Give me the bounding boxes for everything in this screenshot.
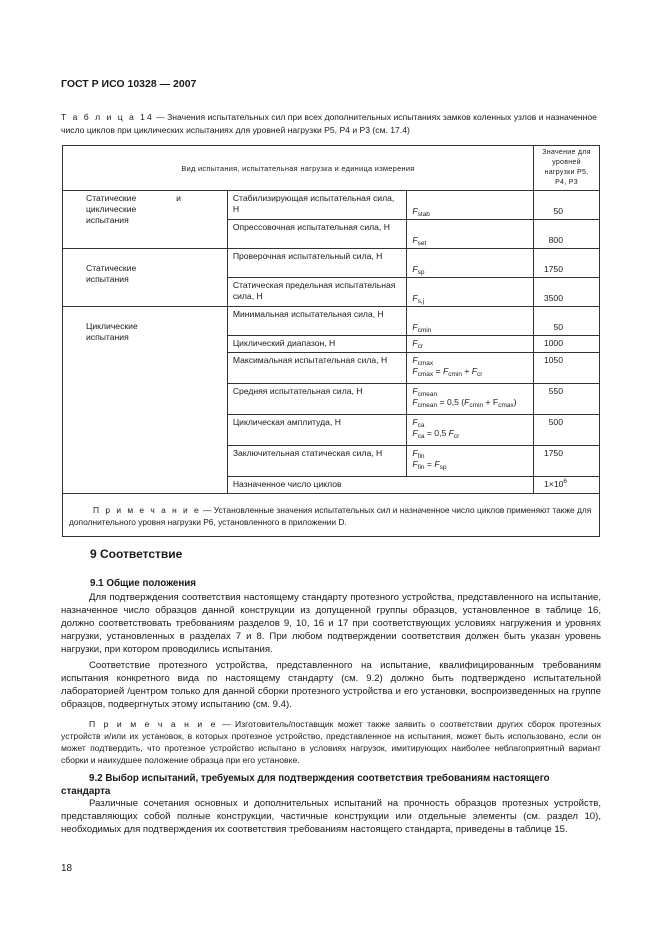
table-header-left: Вид испытания, испытательная нагрузка и единица измерения: [63, 146, 534, 191]
row-value: 3500: [533, 278, 599, 307]
group-label-cyclic: Циклические испытания: [63, 307, 228, 494]
subsection-title: 9.2 Выбор испытаний, требуемых для подтверждения соответствия требованиям настоящего стандарта: [61, 773, 550, 797]
row-name: Проверочная испытательный сила, Н: [227, 249, 407, 278]
row-value: 50: [533, 307, 599, 336]
row-symbol: $F_{stab}$: [407, 191, 534, 220]
row-value: 500: [533, 415, 599, 446]
paragraph: Для подтверждения соответствия настоящему стандарту протезного устройства, представленного на испытание, назначенное число образцов данной конструкции из допущенной группы образцов, установленное в таблице 16, должно соответствовать требованиям разделов 9, 10, 16 и 17 при соответствующих условиях нагружения и уровнях нагрузки, установленных в разделах 7 и 8. При любом подтверждении соответствия должен быть указан уровень нагрузки, при котором проводились испытания.: [61, 592, 601, 655]
paragraph: Различные сочетания основных и дополнительных испытаний на прочность образцов протезных устройств, представляющих собой полные конструкции, частичные конструкции или отдельные элементы (см. раздел 10), необходимых для подтверждения их соответствия требованиям настоящего стандарта, приведены в таблице 15.: [61, 798, 601, 835]
row-name: Заключительная статическая сила, Н: [227, 446, 407, 477]
page-number: 18: [61, 863, 73, 874]
group-label-static-cyclic: Статические и циклические испытания: [63, 191, 228, 249]
standard-id: ГОСТ Р ИСО 10328 — 2007: [61, 78, 197, 90]
row-value: $1\times 10^6$: [533, 477, 599, 494]
table-14: [62, 145, 600, 537]
row-symbol: $F_{set}$: [407, 220, 534, 249]
row-formula: $F_{cmax}$ $F_{cmax} = F_{cmin} + F_{cr}$: [407, 353, 534, 384]
row-symbol: $F_{s,j}$: [407, 278, 534, 307]
row-formula: $F_{ca}$ $F_{ca} = 0,5$ $F_{cr}$: [407, 415, 534, 446]
paragraph: Соответствие протезного устройства, представленного на испытание, квалифицированным требованиям испытания конкретного вида по настоящему стандарту (см. 9.2) должно быть подтверждено испытательной лабораторией /центром только для данной сборки протезного устройства и его установки, воспроизведенных на группе образцов, подвергнутых этому испытанию (см. 9.4).: [61, 660, 601, 710]
row-name: Стабилизирующая испытательная сила, Н: [227, 191, 407, 220]
table-label: Т а б л и ц а 14: [61, 112, 154, 122]
row-name: Циклический диапазон, Н: [227, 336, 407, 353]
row-value: 550: [533, 384, 599, 415]
row-formula: $F_{cmean}$ $F_{cmean} = 0,5$ $(F_{cmin} + F_{cmax})$: [407, 384, 534, 415]
table-header-right: Значение для уровней нагрузки Р5, Р4, Р3: [533, 146, 599, 191]
table-row: [63, 249, 600, 278]
table-note: П р и м е ч а н и е — Установленные значения испытательных сил и назначенное число циклов применяют также для дополнительного уровня нагрузки Р6, установленного в приложении D.: [63, 494, 600, 537]
row-name: Средняя испытательная сила, Н: [227, 384, 407, 415]
row-name: Минимальная испытательная сила, Н: [227, 307, 407, 336]
group-label-static: Статические испытания: [63, 249, 228, 307]
row-name: Назначенное число циклов: [227, 477, 533, 494]
row-value: 800: [533, 220, 599, 249]
row-value: 1000: [533, 336, 599, 353]
table-row: [63, 307, 600, 336]
row-name: Циклическая амплитуда, Н: [227, 415, 407, 446]
table-caption-text: — Значения испытательных сил при всех дополнительных испытаниях замков коленных узлов и назначенное число циклов при циклических испытаниях для уровней нагрузки Р5, Р4 и Р3 (см. 17.4): [61, 112, 597, 135]
table-note-row: [63, 494, 600, 537]
row-name: Опрессовочная испытательная сила, Н: [227, 220, 407, 249]
row-formula: $F_{fin}$ $F_{fin} = F_{sp}$: [407, 446, 534, 477]
row-symbol: $F_{cr}$: [407, 336, 534, 353]
section-title: 9 Соответствие: [90, 547, 183, 561]
table-caption: [61, 111, 601, 137]
row-value: 50: [533, 191, 599, 220]
row-symbol: $F_{cmin}$: [407, 307, 534, 336]
row-name: Максимальная испытательная сила, Н: [227, 353, 407, 384]
row-symbol: $F_{sp}$: [407, 249, 534, 278]
row-value: 1750: [533, 249, 599, 278]
table-row: [63, 191, 600, 220]
row-name: Статическая предельная испытательная сила, Н: [227, 278, 407, 307]
row-value: 1050: [533, 353, 599, 384]
row-value: 1750: [533, 446, 599, 477]
note: П р и м е ч а н и е — Изготовитель/поставщик может также заявить о соответствии других сборок протезных устройств и/или их установок, в которых протезное устройство, представленное на испытания, может быть использовано, если он может подтвердить, что протезное устройство испытано в условиях нагрузок, имитирующих наиболее неблагоприятный вариант сборки и наихудшее положение образца при его установке.: [61, 719, 602, 765]
subsection-title: 9.1 Общие положения: [90, 578, 197, 589]
